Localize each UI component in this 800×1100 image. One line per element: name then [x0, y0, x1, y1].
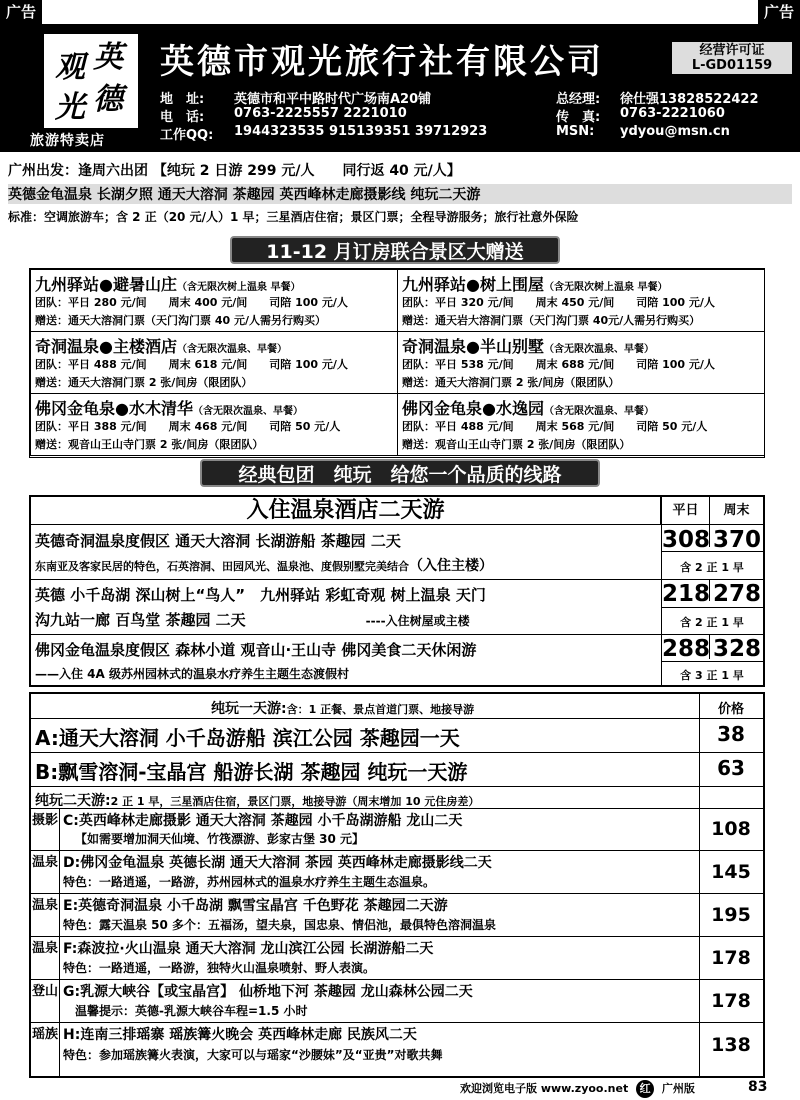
package-row-line1: 英德 小千岛湖 深山树上“鸟人” 九州驿站 彩虹奇观 树上温泉 天门	[35, 586, 486, 604]
tour-category: 瑶族	[31, 1027, 58, 1042]
hotel-gift: 赠送：通天大溶洞门票 2 张/间房（限团队）	[35, 376, 253, 389]
logo-char: 观	[55, 50, 85, 85]
hotel-title: 佛冈金龟泉●水逸园	[402, 399, 544, 418]
promo-band: 11-12 月订房联合景区大赠送	[230, 236, 560, 264]
oneday-title: 纯玩一天游:	[211, 701, 287, 717]
hotel-card	[30, 269, 398, 332]
package-row-line2b: ----入住树屋或主楼	[365, 614, 470, 628]
phone: 0763-2225557 2221010	[234, 106, 407, 121]
tour-line1: C:英西峰林走廊摄影 通天大溶洞 茶趣园 小千岛湖游船 龙山二天	[63, 813, 463, 829]
guangzhou-line-3: 标准：空调旅游车；含 2 正（20 元/人）1 早；三星酒店住宿；景区门票；全程导游服务；旅行社意外保险	[8, 210, 579, 224]
hotel-title: 九州驿站●避暑山庄	[35, 275, 177, 294]
weekday-price: 288	[662, 636, 711, 662]
col-weekday: 平日	[661, 497, 709, 525]
page-number: 83	[748, 1079, 768, 1095]
hotel-note: （含无限次温泉、早餐）	[543, 344, 654, 355]
license-title: 经营许可证	[699, 43, 765, 58]
tour-line2: 温馨提示：英德-乳源大峡谷车程=1.5 小时	[75, 1004, 308, 1018]
tour-category: 摄影	[31, 813, 58, 828]
phone-label: 电 话:	[160, 110, 205, 125]
fax: 0763-2221060	[620, 106, 725, 121]
tour-category: 温泉	[31, 855, 58, 870]
hotel-note: （含无限次树上温泉 早餐）	[543, 282, 668, 293]
meal-info: 含 2 正 1 早	[680, 616, 744, 629]
hotel-note: （含无限次温泉、早餐）	[543, 406, 654, 417]
tour-price: 145	[711, 861, 751, 883]
twoday-note: 2 正 1 早，三星酒店住宿，景区门票，地接导游（周末增加 10 元住房差）	[110, 795, 480, 808]
logo-char: 德	[93, 82, 123, 117]
hotel-grid	[29, 268, 765, 458]
tour-line2: 特色：参加瑶族篝火表演，大家可以与瑶家“沙腰妹”及“亚贵”对歌共舞	[63, 1048, 443, 1062]
logo-char: 光	[55, 90, 85, 125]
hotel-price: 团队：平日 388 元/间 周末 468 元/间 司陪 50 元/人	[35, 420, 341, 433]
tour-price: 178	[711, 947, 751, 969]
weekend-price: 278	[713, 581, 762, 607]
ad-tag-right: 广告	[758, 0, 800, 24]
tour-line2: 特色：露天温泉 50 多个：五福汤，望夫泉，国忠泉、情侣池，最俱特色溶洞温泉	[63, 918, 497, 932]
package-table	[29, 495, 765, 687]
hotel-title: 九州驿站●树上围屋	[402, 275, 544, 294]
logo-subtitle: 旅游特卖店	[30, 133, 105, 149]
tour-line2: 特色：一路逍遥，一路游，苏州园林式的温泉水疗养生主题生态温泉。	[63, 875, 436, 889]
classic-band: 经典包团 纯玩 给您一个品质的线路	[200, 459, 600, 487]
hotel-title: 奇洞温泉●主楼酒店	[35, 337, 177, 356]
package-row-line2: 沟九站一廊 百鸟堂 茶趣园 二天	[35, 611, 246, 629]
tour-price: 38	[717, 722, 745, 746]
tour-price: 178	[711, 990, 751, 1012]
header-banner	[0, 24, 800, 152]
tour-a: A:通天大溶洞 小千岛游船 滨江公园 茶趣园一天	[35, 726, 460, 750]
hotel-gift: 赠送：观音山王山寺门票 2 张/间房（限团队）	[402, 438, 631, 451]
company-name: 英德市观光旅行社有限公司	[160, 42, 604, 82]
address-label: 地 址:	[160, 92, 205, 107]
address: 英德市和平中路时代广场南A20铺	[234, 92, 432, 107]
col-weekend: 周末	[709, 497, 763, 525]
weekday-price: 308	[662, 527, 711, 553]
hotel-price: 团队：平日 488 元/间 周末 568 元/间 司陪 50 元/人	[402, 420, 708, 433]
hotel-gift: 赠送：通天大溶洞门票 2 张/间房（限团队）	[402, 376, 620, 389]
footer-edition: 广州版	[661, 1082, 695, 1095]
hotel-title: 奇洞温泉●半山别墅	[402, 337, 544, 356]
license-box	[672, 42, 792, 74]
tour-price: 195	[711, 904, 751, 926]
tour-category: 登山	[31, 984, 58, 999]
package-row-line2b: （入住主楼）	[409, 558, 493, 574]
weekday-price: 218	[662, 581, 711, 607]
package-title: 入住温泉酒店二天游	[31, 497, 661, 525]
logo	[44, 34, 138, 128]
msn-label: MSN:	[556, 124, 595, 139]
hotel-price: 团队：平日 488 元/间 周末 618 元/间 司陪 100 元/人	[35, 358, 348, 371]
tour-line1: E:英德奇洞温泉 小千岛湖 飘雪宝晶宫 千色野花 茶趣园二天游	[63, 898, 448, 914]
license-number: L-GD01159	[691, 58, 773, 73]
tour-category: 温泉	[31, 898, 58, 913]
guangzhou-line-2: 英德金龟温泉 长湖夕照 通天大溶洞 茶趣园 英西峰林走廊摄影线 纯玩二天游	[8, 184, 792, 204]
package-row-line2: 东南亚及客家民居的特色，石英溶洞、田园风光、温泉池、度假别墅完美结合	[35, 560, 409, 573]
weekend-price: 370	[713, 527, 762, 553]
hotel-gift: 赠送：通天大溶洞门票（天门沟门票 40 元/人需另行购买）	[35, 314, 326, 327]
hotel-title: 佛冈金龟泉●水木清华	[35, 399, 193, 418]
hotel-note: （含无限次树上温泉 早餐）	[176, 282, 301, 293]
meal-info: 含 3 正 1 早	[680, 669, 744, 682]
msn: ydyou@msn.cn	[620, 124, 730, 139]
manager-label: 总经理:	[556, 92, 601, 107]
footer-badge: 红	[636, 1080, 654, 1098]
tour-line1: H:连南三排瑶寨 瑶族篝火晚会 英西峰林走廊 民族风二天	[63, 1027, 417, 1043]
hotel-price: 团队：平日 538 元/间 周末 688 元/间 司陪 100 元/人	[402, 358, 715, 371]
hotel-note: （含无限次温泉、早餐）	[192, 406, 303, 417]
hotel-price: 团队：平日 320 元/间 周末 450 元/间 司陪 100 元/人	[402, 296, 715, 309]
hotel-card	[30, 393, 398, 456]
tour-line2: 【如需要增加洞天仙境、竹筏漂游、彭家古堡 30 元】	[75, 832, 365, 846]
footer-text: 欢迎浏览电子版 www.zyoo.net	[460, 1082, 629, 1095]
tour-price: 138	[711, 1034, 751, 1056]
tour-price: 63	[717, 756, 745, 780]
package-row-line1: 佛冈金龟温泉度假区 森林小道 观音山·王山寺 佛冈美食二天休闲游	[35, 641, 477, 659]
package-row-line2: ——入住 4A 级苏州园林式的温泉水疗养生主题生态渡假村	[35, 667, 349, 681]
price-column-header: 价格	[717, 702, 744, 717]
tour-line1: F:森波拉·火山温泉 通天大溶洞 龙山滨江公园 长湖游船二天	[63, 941, 434, 957]
guangzhou-line-1: 广州出发：逢周六出团 【纯玩 2 日游 299 元/人 同行返 40 元/人】	[8, 163, 461, 179]
hotel-price: 团队：平日 280 元/间 周末 400 元/间 司陪 100 元/人	[35, 296, 348, 309]
hotel-card	[397, 393, 765, 456]
tour-line1: D:佛冈金龟温泉 英德长湖 通天大溶洞 茶园 英西峰林走廊摄影线二天	[63, 855, 492, 871]
fax-label: 传 真:	[556, 110, 601, 125]
qq: 1944323535 915139351 39712923	[234, 124, 488, 139]
weekend-price: 328	[713, 636, 762, 662]
tour-line1: G:乳源大峡谷【或宝晶宫】 仙桥地下河 茶趣园 龙山森林公园二天	[63, 984, 473, 1000]
meal-info: 含 2 正 1 早	[680, 561, 744, 574]
qq-label: 工作QQ:	[160, 128, 214, 143]
ad-tag-left: 广告	[0, 0, 42, 24]
oneday-note: 含：1 正餐、景点首道门票、地接导游	[286, 703, 475, 716]
tour-category: 温泉	[31, 941, 58, 956]
footer	[460, 1080, 695, 1098]
twoday-title: 纯玩二天游:	[35, 793, 111, 809]
hotel-gift: 赠送：通天岩大溶洞门票（天门沟门票 40元/人需另行购买）	[402, 314, 701, 327]
hotel-gift: 赠送：观音山王山寺门票 2 张/间房（限团队）	[35, 438, 264, 451]
tour-price: 108	[711, 818, 751, 840]
hotel-card	[30, 331, 398, 394]
tour-b: B:飘雪溶洞-宝晶宫 船游长湖 茶趣园 纯玩一天游	[35, 760, 468, 784]
manager: 徐仕强13828522422	[620, 92, 759, 107]
hotel-note: （含无限次温泉、早餐）	[176, 344, 287, 355]
tour-line2: 特色：一路逍遥，一路游，独特火山温泉喷射、野人表演。	[63, 961, 376, 975]
hotel-card	[397, 331, 765, 394]
logo-char: 英	[93, 40, 123, 75]
hotel-card	[397, 269, 765, 332]
tour-table	[29, 692, 765, 1078]
package-row-line1: 英德奇洞温泉度假区 通天大溶洞 长湖游船 茶趣园 二天	[35, 532, 401, 550]
